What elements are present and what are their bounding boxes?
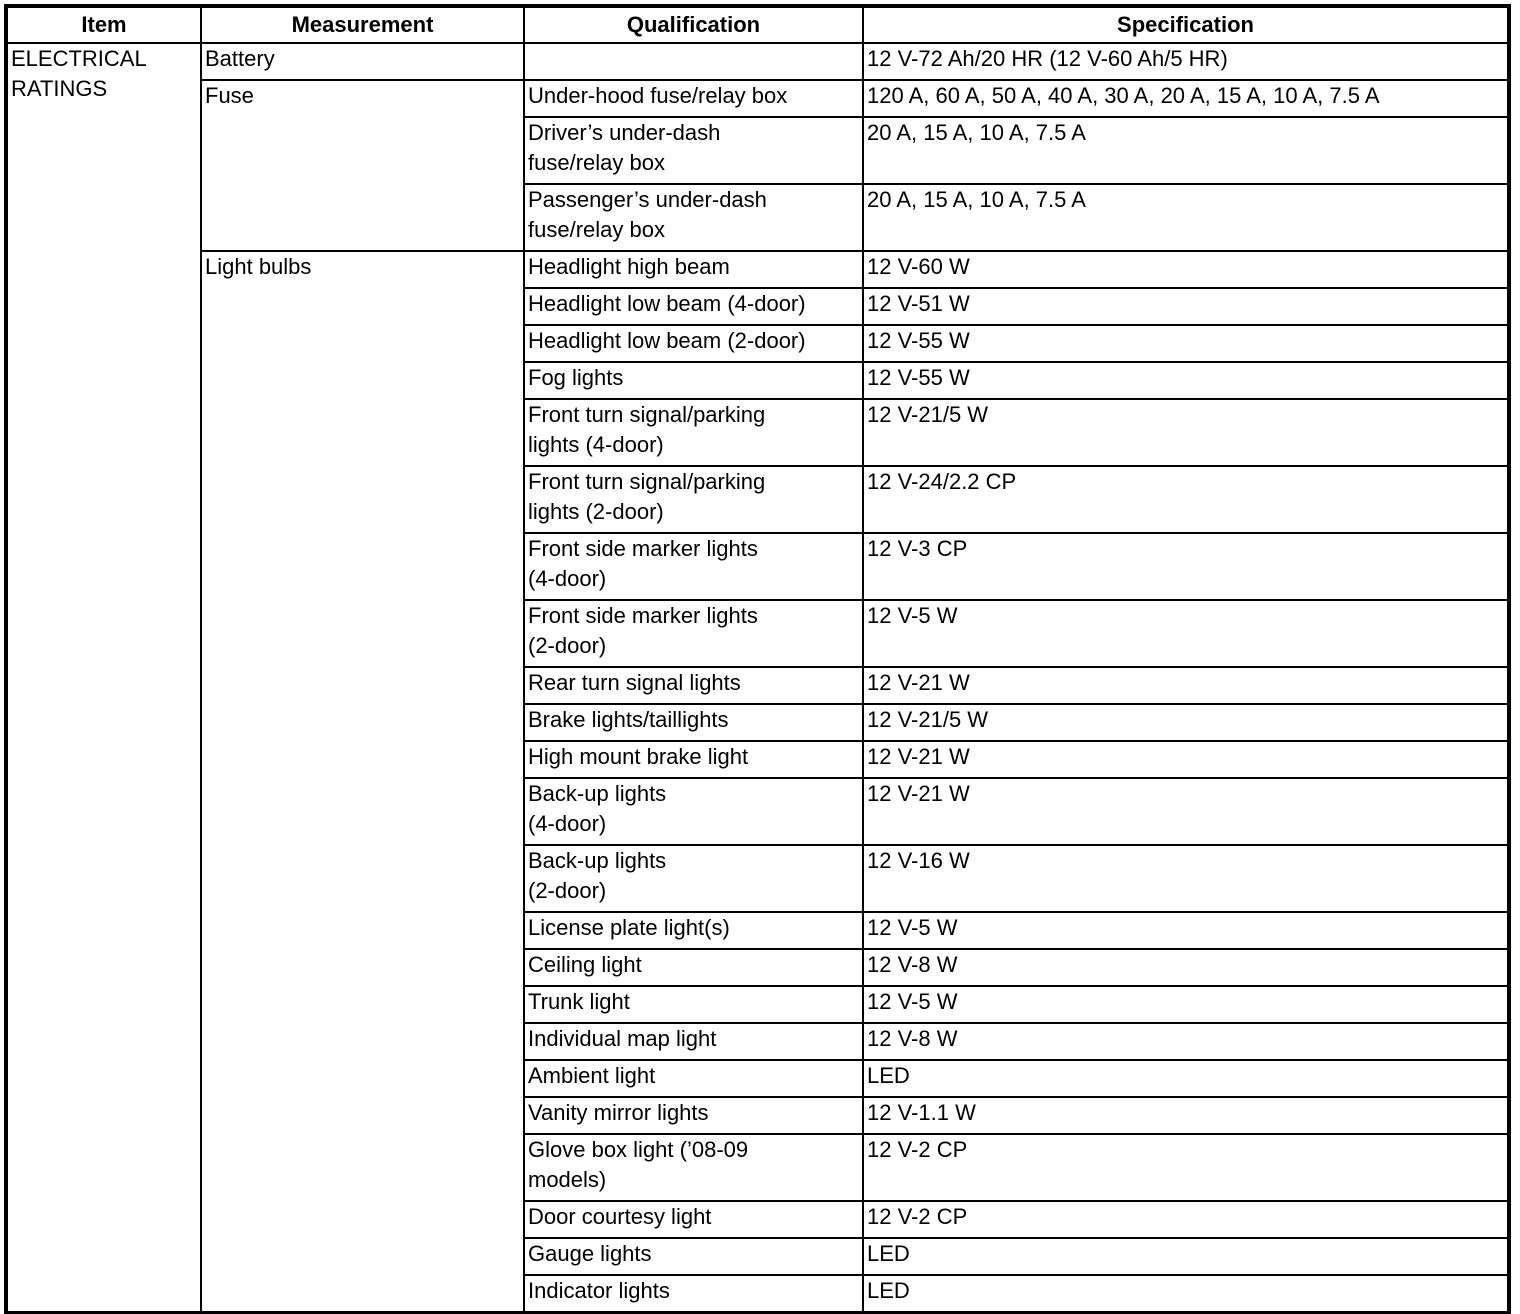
measurement-fuse: Fuse (201, 80, 524, 251)
specification-cell: 12 V-55 W (863, 325, 1508, 362)
qualification-line-1: Trunk light (528, 989, 630, 1014)
specification-cell: 12 V-5 W (863, 986, 1508, 1023)
specification-cell: 12 V-72 Ah/20 HR (12 V-60 Ah/5 HR) (863, 43, 1508, 80)
qualification-line-1: License plate light(s) (528, 915, 730, 940)
qualification-cell (524, 1238, 863, 1275)
qualification-line-2: fuse/relay box (528, 217, 665, 242)
measurement-light-bulbs: Light bulbs (201, 251, 524, 1312)
specification-cell: 12 V-8 W (863, 949, 1508, 986)
header-qualification: Qualification (524, 7, 863, 43)
specification-cell: LED (863, 1060, 1508, 1097)
qualification-line-1: Vanity mirror lights (528, 1100, 709, 1125)
specification-cell: 12 V-21 W (863, 667, 1508, 704)
qualification-cell (524, 533, 863, 600)
qualification-line-1: Front turn signal/parking (528, 402, 766, 427)
qualification-cell (524, 704, 863, 741)
qualification-cell (524, 1097, 863, 1134)
specification-cell: 12 V-21/5 W (863, 704, 1508, 741)
specification-cell: 120 A, 60 A, 50 A, 40 A, 30 A, 20 A, 15 A, 10 A, 7.5 A (863, 80, 1508, 117)
specification-cell: 12 V-3 CP (863, 533, 1508, 600)
specification-cell: 12 V-21 W (863, 741, 1508, 778)
specification-cell: 12 V-55 W (863, 362, 1508, 399)
qualification-cell (524, 1060, 863, 1097)
qualification-line-1: Rear turn signal lights (528, 670, 741, 695)
qualification-cell (524, 184, 863, 251)
qualification-cell (524, 1134, 863, 1201)
specification-cell: 20 A, 15 A, 10 A, 7.5 A (863, 117, 1508, 184)
item-cell (7, 43, 201, 1312)
specification-cell: 12 V-1.1 W (863, 1097, 1508, 1134)
specification-cell: 20 A, 15 A, 10 A, 7.5 A (863, 184, 1508, 251)
qualification-cell (524, 845, 863, 912)
specification-cell: 12 V-51 W (863, 288, 1508, 325)
qualification-cell (524, 949, 863, 986)
table-row (7, 43, 1508, 80)
qualification-cell (524, 43, 863, 80)
header-row (7, 7, 1508, 43)
qualification-cell (524, 912, 863, 949)
qualification-line-2: (4-door) (528, 811, 607, 836)
qualification-line-2: (4-door) (528, 566, 607, 591)
qualification-line-2: (2-door) (528, 878, 607, 903)
qualification-line-2: models) (528, 1167, 607, 1192)
table-body (7, 43, 1508, 1312)
specification-cell: 12 V-16 W (863, 845, 1508, 912)
qualification-line-1: Front turn signal/parking (528, 469, 766, 494)
specification-cell: LED (863, 1238, 1508, 1275)
qualification-line-1: Front side marker lights (528, 536, 758, 561)
qualification-line-1: Passenger’s under-dash (528, 187, 767, 212)
qualification-line-1: Under-hood fuse/relay box (528, 83, 788, 108)
qualification-cell (524, 362, 863, 399)
qualification-line-2: lights (4-door) (528, 432, 664, 457)
specification-cell: 12 V-5 W (863, 912, 1508, 949)
specifications-table (6, 6, 1509, 1313)
qualification-line-1: Brake lights/taillights (528, 707, 729, 732)
qualification-line-1: Headlight low beam (2-door) (528, 328, 806, 353)
qualification-line-1: High mount brake light (528, 744, 749, 769)
qualification-line-1: Back-up lights (528, 781, 667, 806)
table-row (7, 251, 1508, 288)
qualification-cell (524, 80, 863, 117)
qualification-cell (524, 466, 863, 533)
item-line-2: RATINGS (11, 76, 108, 101)
qualification-cell (524, 667, 863, 704)
qualification-line-1: Glove box light (’08-09 (528, 1137, 749, 1162)
qualification-line-1: Individual map light (528, 1026, 717, 1051)
qualification-cell (524, 1023, 863, 1060)
header-specification: Specification (863, 7, 1508, 43)
qualification-line-1: Fog lights (528, 365, 624, 390)
specification-cell: 12 V-2 CP (863, 1134, 1508, 1201)
specification-cell: 12 V-24/2.2 CP (863, 466, 1508, 533)
qualification-cell (524, 288, 863, 325)
qualification-cell (524, 741, 863, 778)
qualification-cell (524, 986, 863, 1023)
qualification-cell (524, 1275, 863, 1312)
qualification-line-1: Headlight high beam (528, 254, 730, 279)
specification-cell: 12 V-5 W (863, 600, 1508, 667)
qualification-line-1: Back-up lights (528, 848, 667, 873)
qualification-line-1: Headlight low beam (4-door) (528, 291, 806, 316)
qualification-line-1: Ambient light (528, 1063, 656, 1088)
header-measurement: Measurement (201, 7, 524, 43)
qualification-line-1: Driver’s under-dash (528, 120, 721, 145)
qualification-cell (524, 117, 863, 184)
qualification-cell (524, 399, 863, 466)
specification-cell: 12 V-8 W (863, 1023, 1508, 1060)
specification-cell: 12 V-21 W (863, 778, 1508, 845)
specification-cell: 12 V-60 W (863, 251, 1508, 288)
qualification-cell (524, 778, 863, 845)
qualification-cell (524, 251, 863, 288)
specification-cell: 12 V-21/5 W (863, 399, 1508, 466)
qualification-cell (524, 600, 863, 667)
specification-cell: 12 V-2 CP (863, 1201, 1508, 1238)
qualification-cell (524, 325, 863, 362)
qualification-line-1: Indicator lights (528, 1278, 670, 1303)
qualification-line-1: Gauge lights (528, 1241, 652, 1266)
header-item: Item (7, 7, 201, 43)
qualification-line-1: Front side marker lights (528, 603, 758, 628)
qualification-line-1: Door courtesy light (528, 1204, 712, 1229)
qualification-line-1: Ceiling light (528, 952, 642, 977)
qualification-cell (524, 1201, 863, 1238)
qualification-line-2: fuse/relay box (528, 150, 665, 175)
qualification-line-2: (2-door) (528, 633, 607, 658)
specification-cell: LED (863, 1275, 1508, 1312)
qualification-line-2: lights (2-door) (528, 499, 664, 524)
item-line-1: ELECTRICAL (11, 46, 147, 71)
table-row (7, 80, 1508, 117)
measurement-battery: Battery (201, 43, 524, 80)
